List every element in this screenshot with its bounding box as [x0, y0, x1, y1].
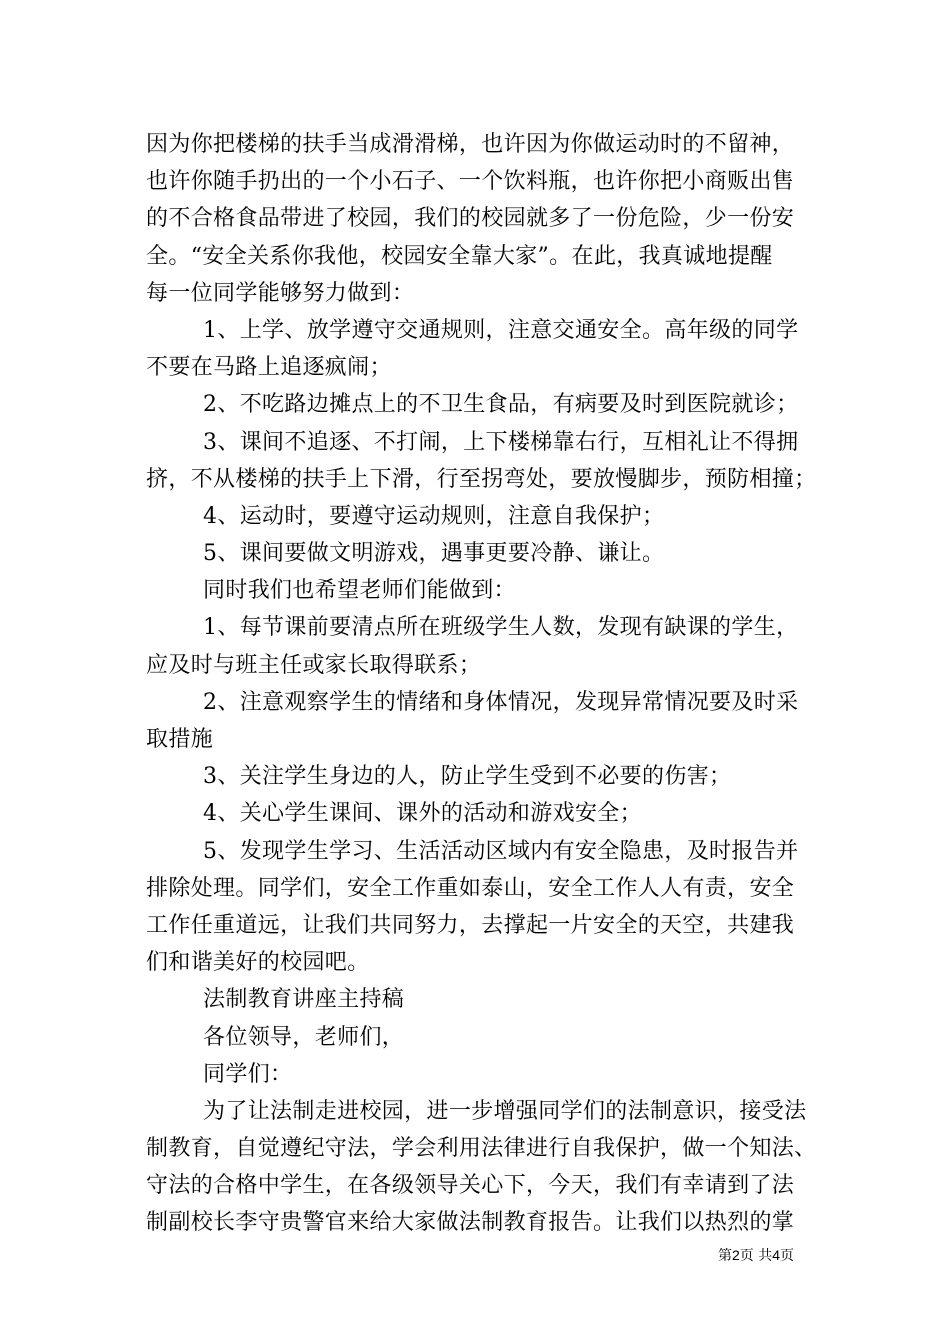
- footer-suffix: 页: [780, 1248, 795, 1264]
- text-line: 们和谐美好的校园吧。: [146, 950, 370, 976]
- text-line: 1、每节课前要清点所在班级学生人数，发现有缺课的学生，: [203, 615, 799, 641]
- document-body: [146, 126, 817, 1242]
- footer-current-page: 2: [732, 1247, 740, 1263]
- text-line: 排除处理。同学们，安全工作重如泰山，安全工作人人有责，安全: [146, 875, 795, 901]
- text-line: 因为你把楼梯的扶手当成滑滑梯，也许因为你做运动时的不留神，: [146, 132, 795, 157]
- text-line: 守法的合格中学生，在各级领导关心下，今天，我们有幸请到了法: [146, 1173, 795, 1199]
- text-line: 2、不吃路边摊点上的不卫生食品，有病要及时到医院就诊；: [203, 392, 799, 418]
- text-line: 制教育，自觉遵纪守法，学会利用法律进行自我保护，做一个知法、: [146, 1136, 817, 1162]
- text-line: 同时我们也希望老师们能做到：: [203, 578, 516, 604]
- text-line: 各位领导，老师们，: [203, 1024, 405, 1050]
- text-line: 应及时与班主任或家长取得联系；: [146, 652, 482, 678]
- footer-total-pages: 4: [772, 1247, 781, 1263]
- text-line: 不要在马路上追逐疯闹；: [146, 355, 392, 381]
- text-line: 同学们：: [203, 1061, 293, 1087]
- text-line: 制副校长李守贵警官来给大家做法制教育报告。让我们以热烈的掌: [146, 1210, 795, 1236]
- text-line: 的不合格食品带进了校园，我们的校园就多了一份危险，少一份安: [146, 206, 795, 232]
- text-line: 每一位同学能够努力做到：: [146, 280, 415, 306]
- text-line: 1、上学、放学遵守交通规则，注意交通安全。高年级的同学: [203, 317, 799, 343]
- text-line: 5、发现学生学习、生活活动区域内有安全隐患，及时报告并: [203, 838, 799, 864]
- text-line: 3、关注学生身边的人，防止学生受到不必要的伤害；: [203, 764, 732, 790]
- text-line: 4、关心学生课间、课外的活动和游戏安全；: [203, 801, 642, 827]
- text-line: 取措施: [146, 727, 214, 752]
- text-line: 工作任重道远，让我们共同努力，去撑起一片安全的天空，共建我: [146, 912, 795, 938]
- text-line: 挤，不从楼梯的扶手上下滑，行至拐弯处，要放慢脚步，预防相撞；: [146, 466, 817, 492]
- text-line: 全。“安全关系你我他，校园安全靠大家”。在此，我真诚地提醒: [146, 243, 773, 269]
- text-line: 5、课间要做文明游戏，遇事更要冷静、谦让。: [203, 541, 665, 567]
- text-line: 为了让法制走进校园，进一步增强同学们的法制意识，接受法: [203, 1098, 807, 1124]
- text-line: 3、课间不追逐、不打闹，上下楼梯靠右行，互相礼让不得拥: [203, 429, 799, 455]
- footer-prefix: 第: [718, 1248, 732, 1264]
- text-line: 也许你随手扔出的一个小石子、一个饮料瓶，也许你把小商贩出售: [146, 169, 795, 195]
- text-line: 法制教育讲座主持稿: [203, 987, 405, 1013]
- page-number-footer: [718, 1246, 794, 1265]
- text-line: 4、运动时，要遵守运动规则，注意自我保护；: [203, 503, 665, 529]
- footer-middle: 页 共: [739, 1248, 773, 1264]
- text-line: 2、注意观察学生的情绪和身体情况，发现异常情况要及时采: [203, 689, 799, 715]
